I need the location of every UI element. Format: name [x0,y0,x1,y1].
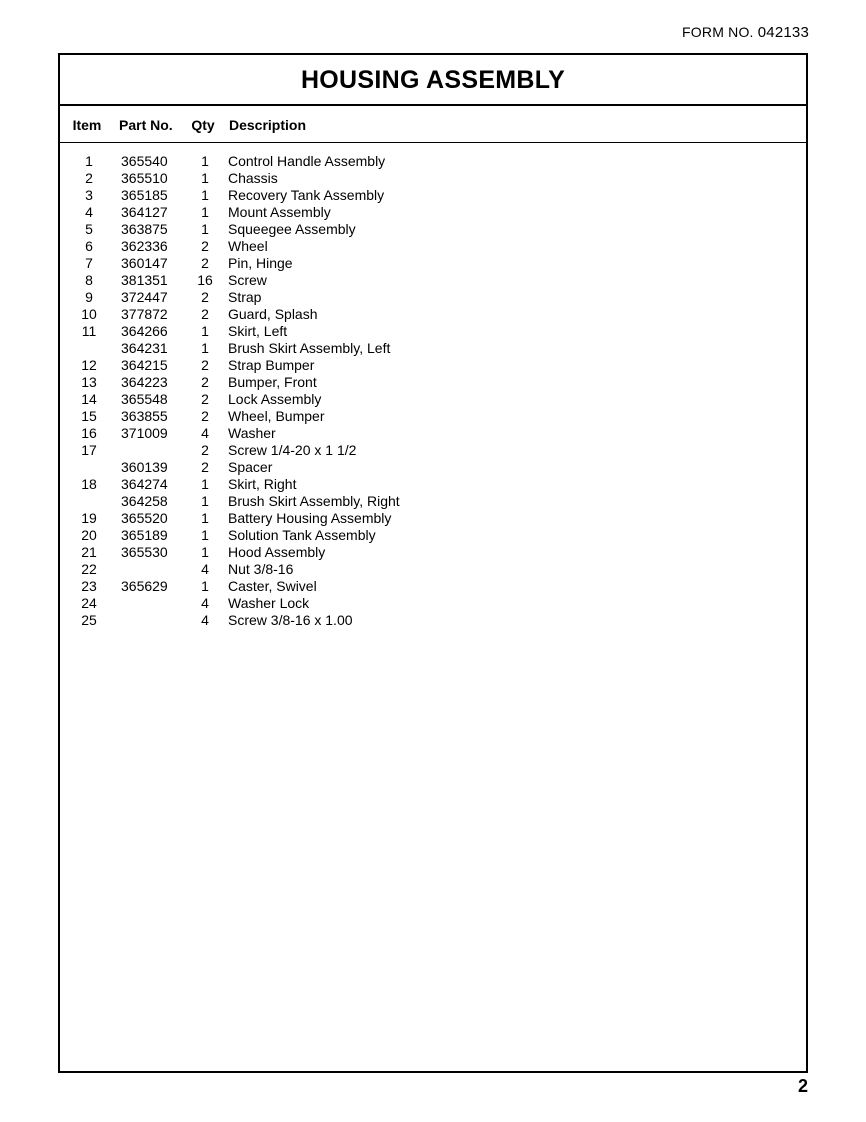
table-header [60,106,806,143]
cell-item: 25 [81,612,97,628]
table-row [60,289,806,306]
cell-qty: 1 [201,221,209,237]
table-row [60,153,806,170]
cell-item: 7 [85,255,93,271]
column-header-item: Item [72,117,102,133]
cell-description: Strap [228,289,262,305]
cell-qty: 1 [201,323,209,339]
cell-description: Wheel [228,238,268,254]
cell-qty: 1 [201,544,209,560]
table-row [60,408,806,425]
cell-description: Screw 1/4-20 x 1 1/2 [228,442,357,458]
table-row [60,578,806,595]
cell-item: 18 [81,476,97,492]
cell-qty: 1 [201,527,209,543]
cell-item: 3 [85,187,93,203]
cell-qty: 2 [201,391,209,407]
cell-description: Screw 3/8-16 x 1.00 [228,612,353,628]
cell-qty: 2 [201,289,209,305]
cell-item: 20 [81,527,97,543]
table-row [60,442,806,459]
cell-part-no: 365189 [121,527,168,543]
cell-qty: 4 [201,425,209,441]
parts-table-body [60,143,806,629]
cell-item: 22 [81,561,97,577]
table-row [60,374,806,391]
table-row [60,221,806,238]
cell-part-no: 364127 [121,204,168,220]
cell-qty: 2 [201,374,209,390]
form-number-value: 042133 [757,24,809,41]
table-row [60,340,806,357]
cell-item: 21 [81,544,97,560]
cell-part-no: 371009 [121,425,168,441]
cell-qty: 16 [197,272,213,288]
cell-description: Wheel, Bumper [228,408,325,424]
cell-part-no: 365185 [121,187,168,203]
cell-qty: 1 [201,187,209,203]
cell-qty: 1 [201,340,209,356]
table-row [60,612,806,629]
cell-description: Mount Assembly [228,204,331,220]
column-header-part-no: Part No. [119,117,173,133]
cell-description: Nut 3/8-16 [228,561,294,577]
cell-description: Brush Skirt Assembly, Right [228,493,400,509]
table-row [60,204,806,221]
cell-part-no: 365540 [121,153,168,169]
cell-item: 11 [81,323,97,339]
cell-qty: 1 [201,510,209,526]
cell-description: Battery Housing Assembly [228,510,392,526]
cell-item: 16 [81,425,97,441]
cell-description: Strap Bumper [228,357,315,373]
cell-item: 10 [81,306,97,322]
cell-part-no: 363875 [121,221,168,237]
cell-qty: 4 [201,561,209,577]
cell-description: Recovery Tank Assembly [228,187,385,203]
table-row [60,459,806,476]
cell-qty: 2 [201,408,209,424]
table-row [60,238,806,255]
table-row [60,357,806,374]
cell-part-no: 360139 [121,459,168,475]
cell-qty: 2 [201,459,209,475]
table-row [60,425,806,442]
cell-part-no: 364258 [121,493,168,509]
cell-part-no: 377872 [121,306,168,322]
cell-part-no: 381351 [121,272,168,288]
cell-description: Squeegee Assembly [228,221,356,237]
cell-qty: 1 [201,476,209,492]
column-header-qty: Qty [191,117,215,133]
cell-qty: 2 [201,306,209,322]
cell-qty: 1 [201,153,209,169]
cell-item: 23 [81,578,97,594]
form-number [682,24,809,41]
table-row [60,493,806,510]
cell-item: 4 [85,204,93,220]
cell-qty: 4 [201,612,209,628]
table-row [60,272,806,289]
cell-description: Solution Tank Assembly [228,527,376,543]
cell-description: Skirt, Left [228,323,288,339]
cell-part-no: 365548 [121,391,168,407]
cell-qty: 1 [201,170,209,186]
table-row [60,391,806,408]
cell-item: 19 [81,510,97,526]
cell-description: Washer Lock [228,595,310,611]
cell-description: Brush Skirt Assembly, Left [228,340,391,356]
cell-item: 12 [81,357,97,373]
table-row [60,595,806,612]
cell-qty: 2 [201,255,209,271]
table-row [60,527,806,544]
cell-qty: 1 [201,204,209,220]
cell-part-no: 365510 [121,170,168,186]
cell-item: 1 [85,153,93,169]
column-header-description: Description [229,117,307,133]
table-row [60,306,806,323]
cell-qty: 1 [201,493,209,509]
cell-description: Washer [228,425,276,441]
cell-part-no: 362336 [121,238,168,254]
cell-part-no: 365629 [121,578,168,594]
page-number: 2 [797,1076,808,1096]
cell-item: 8 [85,272,93,288]
cell-part-no: 363855 [121,408,168,424]
cell-part-no: 364215 [121,357,168,373]
table-row [60,476,806,493]
cell-item: 17 [81,442,97,458]
cell-qty: 4 [201,595,209,611]
cell-part-no: 364231 [121,340,168,356]
cell-description: Guard, Splash [228,306,318,322]
cell-item: 24 [81,595,97,611]
cell-item: 13 [81,374,97,390]
table-row [60,187,806,204]
cell-description: Spacer [228,459,273,475]
cell-description: Lock Assembly [228,391,322,407]
cell-description: Caster, Swivel [228,578,317,594]
cell-qty: 2 [201,238,209,254]
page-title: HOUSING ASSEMBLY [300,66,566,94]
cell-description: Screw [228,272,267,288]
table-row [60,255,806,272]
cell-item: 15 [81,408,97,424]
cell-description: Control Handle Assembly [228,153,386,169]
parts-list-frame [58,53,808,1073]
title-bar [60,55,806,106]
cell-item: 14 [81,391,97,407]
cell-description: Pin, Hinge [228,255,293,271]
cell-item: 9 [85,289,93,305]
table-row [60,170,806,187]
cell-description: Hood Assembly [228,544,326,560]
cell-part-no: 364274 [121,476,168,492]
cell-description: Skirt, Right [228,476,297,492]
table-row [60,544,806,561]
cell-item: 2 [85,170,93,186]
table-row [60,510,806,527]
form-number-label: FORM NO. [682,24,754,40]
cell-part-no: 364266 [121,323,168,339]
cell-item: 5 [85,221,93,237]
cell-qty: 2 [201,442,209,458]
cell-qty: 2 [201,357,209,373]
table-row [60,561,806,578]
cell-part-no: 372447 [121,289,168,305]
cell-part-no: 365530 [121,544,168,560]
cell-item: 6 [85,238,93,254]
cell-description: Bumper, Front [228,374,317,390]
cell-description: Chassis [228,170,278,186]
cell-part-no: 364223 [121,374,168,390]
cell-qty: 1 [201,578,209,594]
cell-part-no: 360147 [121,255,168,271]
table-row [60,323,806,340]
cell-part-no: 365520 [121,510,168,526]
